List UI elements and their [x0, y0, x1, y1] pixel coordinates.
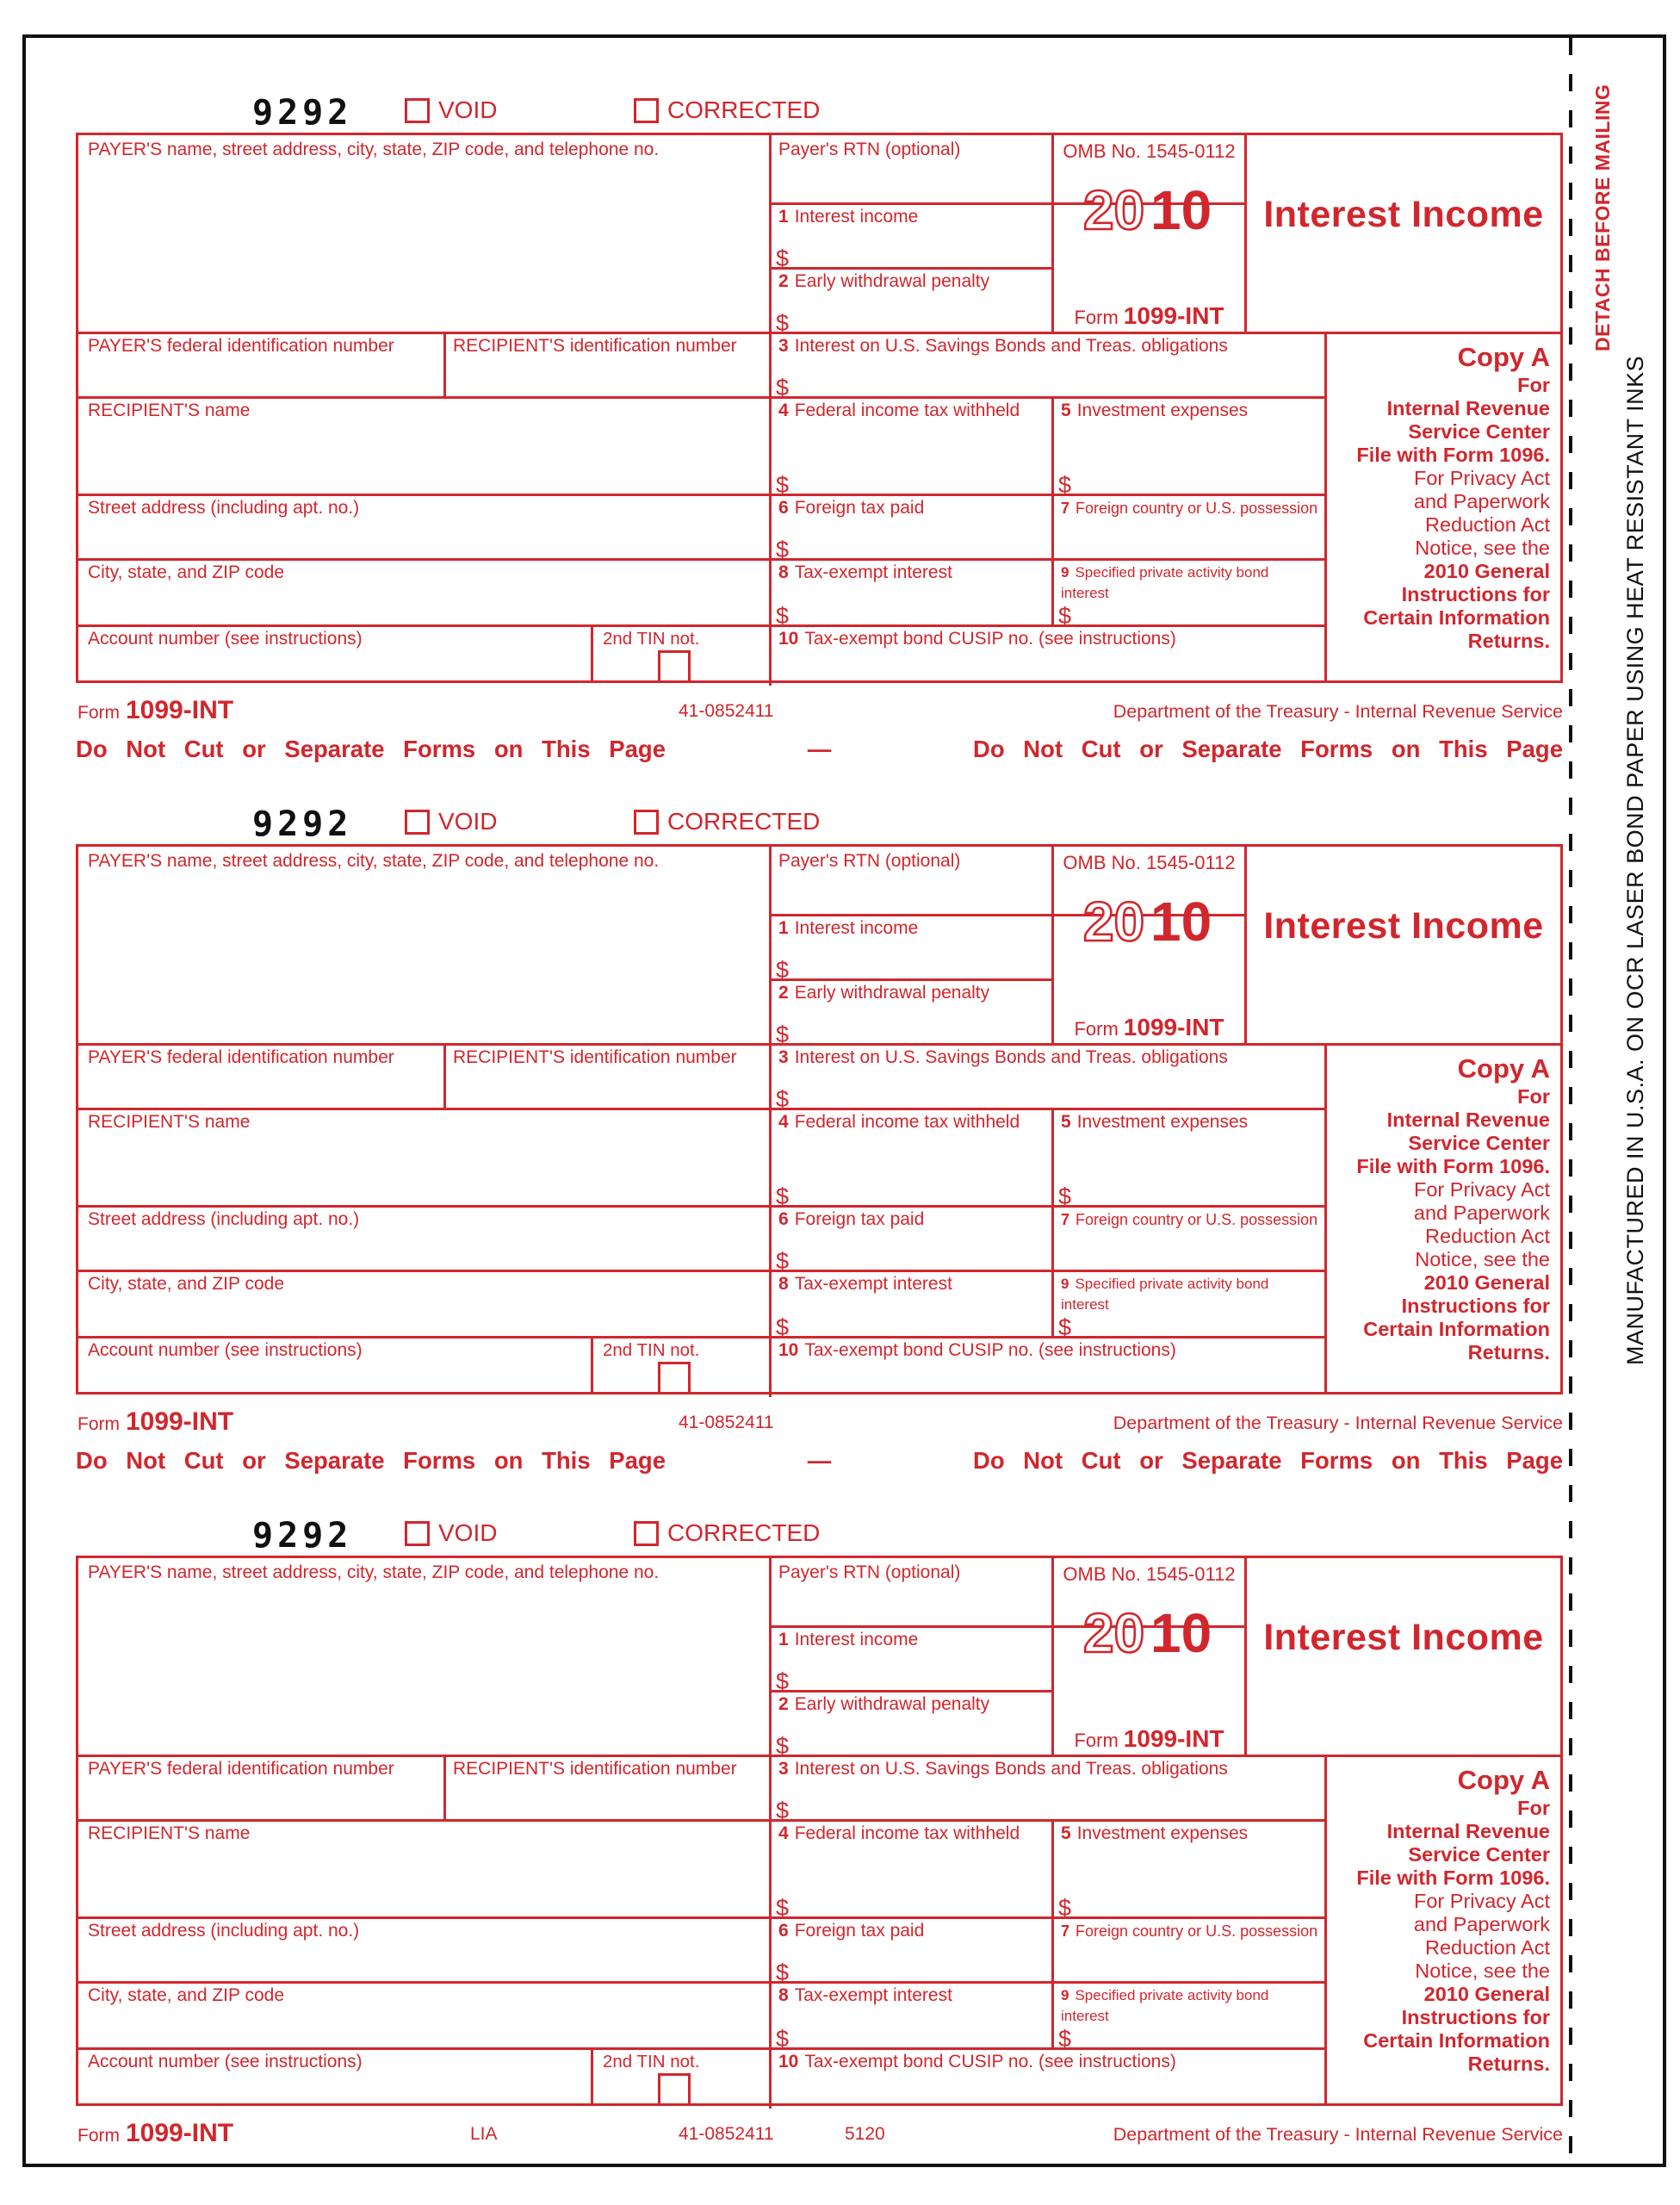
copy-a-line: 2010 General: [1423, 1271, 1550, 1294]
street-address-box[interactable]: [78, 1916, 769, 1981]
payer-rtn-box[interactable]: [769, 1558, 1051, 1625]
payer-rtn-label: Payer's RTN (optional): [778, 1562, 961, 1582]
box-5-number: 5: [1061, 401, 1071, 420]
box-7-label: Foreign country or U.S. possession: [1076, 500, 1318, 517]
second-tin-checkbox[interactable]: [658, 1362, 691, 1394]
copy-a-line: File with Form 1096.: [1356, 1866, 1550, 1889]
copy-a-line: Certain Information: [1363, 2029, 1550, 2052]
box-2-label: Early withdrawal penalty: [794, 1694, 990, 1714]
corrected-checkbox[interactable]: [634, 810, 659, 835]
box-10-number: 10: [778, 2052, 799, 2071]
box-1-interest-income[interactable]: [769, 1625, 1051, 1694]
tax-year-solid: 10: [1150, 891, 1212, 953]
form-1099int-copy: [76, 93, 1563, 734]
copy-a-note: [1327, 1757, 1560, 2103]
box-1-number: 1: [778, 918, 789, 938]
dollar-sign: $: [1058, 2026, 1072, 2052]
box-5-number: 5: [1061, 1823, 1071, 1843]
box-4-number: 4: [778, 401, 789, 420]
box-8-number: 8: [778, 1274, 789, 1294]
city-state-zip-box[interactable]: [78, 1981, 769, 2047]
dollar-sign: $: [776, 603, 790, 629]
account-number-box[interactable]: [78, 1336, 591, 1392]
recipient-id-box[interactable]: [443, 1755, 769, 1819]
copy-a-note: [1327, 1046, 1560, 1392]
box-4-federal-tax-withheld[interactable]: [769, 396, 1051, 498]
copy-a-line: For: [1517, 1085, 1550, 1108]
box-10-number: 10: [778, 629, 799, 649]
box-7-number: 7: [1061, 1211, 1070, 1228]
void-checkbox-group: [405, 808, 497, 835]
second-tin-label: 2nd TIN not.: [603, 1340, 700, 1360]
copy-a-line: For Privacy Act: [1413, 1178, 1550, 1201]
second-tin-label: 2nd TIN not.: [603, 629, 700, 649]
detach-before-mailing-note: DETACH BEFORE MAILING: [1591, 84, 1614, 351]
box-2-number: 2: [778, 271, 789, 291]
form-footer: [76, 1407, 1563, 1438]
form-code-row: [76, 804, 1563, 844]
payer-name-box[interactable]: [78, 1558, 769, 1755]
omb-year-cell: [1054, 135, 1244, 332]
box-3-label: Interest on U.S. Savings Bonds and Treas. obligations: [794, 1759, 1228, 1779]
copy-a-line: Instructions for: [1401, 583, 1550, 606]
divider-text-right: Do Not Cut or Separate Forms on This Page: [973, 1447, 1563, 1474]
box-8-tax-exempt-interest[interactable]: [769, 1270, 1051, 1340]
box-2-early-withdrawal[interactable]: [769, 267, 1051, 336]
form-number: 1099-INT: [1123, 302, 1224, 329]
tax-year-outline: 20: [1082, 1602, 1144, 1664]
omb-number: OMB No. 1545-0112: [1063, 852, 1236, 873]
copy-a-line: Internal Revenue: [1386, 397, 1550, 419]
omb-year-cell: [1054, 1558, 1244, 1755]
dollar-sign: $: [776, 1895, 790, 1921]
copy-a-line: Notice, see the: [1415, 1248, 1550, 1270]
street-address-label: Street address (including apt. no.): [88, 498, 360, 518]
box-9-private-activity-bond[interactable]: [1051, 1981, 1324, 2052]
box-10-cusip[interactable]: [769, 2047, 1324, 2103]
footer-print-code: 5120: [845, 2124, 885, 2144]
box-3-number: 3: [778, 1759, 789, 1779]
footer-department-text: Department of the Treasury - Internal Revenue Service: [1113, 701, 1563, 722]
box-6-number: 6: [778, 498, 789, 518]
box-6-label: Foreign tax paid: [794, 1209, 925, 1229]
account-number-label: Account number (see instructions): [88, 2052, 363, 2071]
footer-department-text: Department of the Treasury - Internal Revenue Service: [1113, 1413, 1563, 1433]
box-5-investment-expenses[interactable]: [1051, 396, 1324, 498]
divider-dash: —: [807, 1447, 832, 1474]
form-title: Interest Income: [1263, 194, 1544, 235]
tax-year-solid: 10: [1150, 179, 1212, 241]
corrected-label: CORRECTED: [667, 96, 821, 123]
dollar-sign: $: [776, 1183, 790, 1209]
divider-text-left: Do Not Cut or Separate Forms on This Page: [76, 736, 666, 762]
second-tin-checkbox[interactable]: [658, 650, 691, 683]
recipient-id-box[interactable]: [443, 332, 769, 396]
do-not-cut-divider: [76, 1444, 1563, 1478]
dollar-sign: $: [776, 537, 790, 562]
ocr-form-code: 9292: [252, 93, 353, 133]
dollar-sign: $: [776, 957, 790, 983]
box-3-savings-bonds[interactable]: [769, 1043, 1324, 1112]
street-address-box[interactable]: [78, 1205, 769, 1270]
dollar-sign: $: [776, 1086, 790, 1112]
dollar-sign: $: [1058, 1895, 1072, 1921]
dollar-sign: $: [776, 1733, 790, 1759]
box-7-label: Foreign country or U.S. possession: [1076, 1211, 1318, 1228]
copy-a-line: Service Center: [1408, 420, 1550, 443]
payer-federal-id-box[interactable]: [78, 1755, 443, 1819]
tax-year: [1082, 1600, 1218, 1664]
void-checkbox-group: [405, 96, 497, 124]
copy-a-line: File with Form 1096.: [1356, 1155, 1550, 1177]
box-6-foreign-tax-paid[interactable]: [769, 1205, 1051, 1274]
second-tin-checkbox[interactable]: [658, 2073, 691, 2106]
recipient-id-box[interactable]: [443, 1043, 769, 1108]
copy-a-line: Certain Information: [1363, 1318, 1550, 1340]
street-address-label: Street address (including apt. no.): [88, 1209, 360, 1229]
box-10-label: Tax-exempt bond CUSIP no. (see instructions): [804, 629, 1176, 649]
omb-number: OMB No. 1545-0112: [1063, 1563, 1236, 1585]
dollar-sign: $: [776, 472, 790, 498]
form-grid: [76, 844, 1563, 1394]
box-3-label: Interest on U.S. Savings Bonds and Treas. obligations: [794, 336, 1228, 356]
form-word: Form: [1074, 1018, 1119, 1040]
copy-a-line: File with Form 1096.: [1356, 444, 1550, 466]
void-checkbox-group: [405, 1519, 497, 1547]
payer-rtn-label: Payer's RTN (optional): [778, 851, 961, 871]
box-1-interest-income[interactable]: [769, 914, 1051, 983]
footer-form-word: Form: [77, 1414, 120, 1434]
ocr-form-code: 9292: [252, 1516, 353, 1556]
city-state-zip-box[interactable]: [78, 1270, 769, 1336]
void-label: VOID: [438, 1519, 498, 1546]
box-8-number: 8: [778, 562, 789, 582]
box-9-number: 9: [1061, 1987, 1069, 2003]
box-9-number: 9: [1061, 1276, 1069, 1292]
perforation-line: [1569, 38, 1572, 2164]
copy-a-line: Instructions for: [1401, 1295, 1550, 1317]
box-1-number: 1: [778, 207, 789, 227]
dollar-sign: $: [1058, 472, 1072, 498]
box-6-label: Foreign tax paid: [794, 498, 925, 518]
box-4-federal-tax-withheld[interactable]: [769, 1108, 1051, 1209]
footer-catalog-number: 41-0852411: [679, 2124, 774, 2144]
recipient-id-label: RECIPIENT'S identification number: [453, 1759, 737, 1779]
dollar-sign: $: [776, 2026, 790, 2052]
dollar-sign: $: [776, 375, 790, 401]
corrected-label: CORRECTED: [667, 1519, 821, 1546]
box-5-investment-expenses[interactable]: [1051, 1108, 1324, 1209]
copy-a-line: 2010 General: [1423, 1983, 1550, 2005]
account-number-box[interactable]: [78, 2047, 591, 2103]
box-8-number: 8: [778, 1985, 789, 2005]
form-word: Form: [1074, 1730, 1119, 1751]
form-number: 1099-INT: [1123, 1725, 1224, 1752]
void-checkbox[interactable]: [405, 98, 430, 123]
omb-number: OMB No. 1545-0112: [1063, 140, 1236, 162]
payer-federal-id-label: PAYER'S federal identification number: [88, 1759, 394, 1779]
box-5-label: Investment expenses: [1076, 1823, 1249, 1843]
copy-a-line: and Paperwork: [1413, 490, 1550, 512]
box-4-federal-tax-withheld[interactable]: [769, 1819, 1051, 1921]
city-state-zip-box[interactable]: [78, 558, 769, 624]
corrected-checkbox[interactable]: [634, 98, 659, 123]
corrected-checkbox-group: [634, 1519, 820, 1547]
tax-year: [1082, 889, 1218, 953]
recipient-id-label: RECIPIENT'S identification number: [453, 336, 737, 356]
payer-name-label: PAYER'S name, street address, city, state, ZIP code, and telephone no.: [88, 851, 660, 871]
payer-name-box[interactable]: [78, 135, 769, 332]
copy-a-line: For: [1517, 374, 1550, 396]
box-8-tax-exempt-interest[interactable]: [769, 1981, 1051, 2052]
copy-a-line: Reduction Act: [1424, 1225, 1550, 1247]
box-2-label: Early withdrawal penalty: [794, 983, 990, 1003]
box-4-label: Federal income tax withheld: [794, 1823, 1020, 1843]
copy-a-line: and Paperwork: [1413, 1202, 1550, 1224]
box-9-number: 9: [1061, 564, 1069, 581]
recipient-id-label: RECIPIENT'S identification number: [453, 1047, 737, 1067]
box-4-label: Federal income tax withheld: [794, 401, 1020, 420]
footer-catalog-number: 41-0852411: [679, 1413, 774, 1432]
form-grid: [76, 133, 1563, 683]
recipient-name-box[interactable]: [78, 1108, 769, 1205]
dollar-sign: $: [776, 1022, 790, 1047]
box-10-cusip[interactable]: [769, 624, 1324, 680]
form-word: Form: [1074, 307, 1119, 328]
box-4-number: 4: [778, 1823, 789, 1843]
copy-a-line: Service Center: [1408, 1132, 1550, 1154]
footer-form-number: 1099-INT: [126, 696, 234, 724]
box-1-label: Interest income: [794, 1630, 919, 1649]
box-5-number: 5: [1061, 1112, 1071, 1132]
dollar-sign: $: [776, 1960, 790, 1985]
copy-a-line: Returns.: [1467, 630, 1550, 652]
street-address-label: Street address (including apt. no.): [88, 1921, 360, 1941]
copy-a-line: Service Center: [1408, 1843, 1550, 1866]
box-3-label: Interest on U.S. Savings Bonds and Treas. obligations: [794, 1047, 1228, 1067]
box-9-private-activity-bond[interactable]: [1051, 1270, 1324, 1340]
form-title: Interest Income: [1263, 905, 1544, 947]
box-6-foreign-tax-paid[interactable]: [769, 1916, 1051, 1985]
corrected-label: CORRECTED: [667, 808, 821, 835]
recipient-name-box[interactable]: [78, 396, 769, 494]
account-number-label: Account number (see instructions): [88, 629, 363, 649]
void-checkbox[interactable]: [405, 810, 430, 835]
form-footer: [76, 696, 1563, 727]
payer-federal-id-label: PAYER'S federal identification number: [88, 336, 394, 356]
dollar-sign: $: [1058, 1183, 1072, 1209]
tax-year-solid: 10: [1150, 1602, 1212, 1664]
box-3-number: 3: [778, 336, 789, 356]
second-tin-label: 2nd TIN not.: [603, 2052, 700, 2071]
box-7-number: 7: [1061, 500, 1070, 517]
form-footer: [76, 2119, 1563, 2150]
void-label: VOID: [438, 808, 498, 835]
box-5-investment-expenses[interactable]: [1051, 1819, 1324, 1921]
form-code-row: [76, 1516, 1563, 1556]
footer-department-text: Department of the Treasury - Internal Revenue Service: [1113, 2124, 1563, 2145]
box-4-label: Federal income tax withheld: [794, 1112, 1020, 1132]
box-8-tax-exempt-interest[interactable]: [769, 558, 1051, 629]
account-number-label: Account number (see instructions): [88, 1340, 363, 1360]
box-1-label: Interest income: [794, 918, 919, 938]
payer-rtn-label: Payer's RTN (optional): [778, 140, 961, 159]
payer-name-label: PAYER'S name, street address, city, state, ZIP code, and telephone no.: [88, 140, 660, 159]
copy-a-title: Copy A: [1457, 342, 1550, 372]
box-9-label: Specified private activity bond interest: [1061, 1987, 1269, 2024]
box-5-label: Investment expenses: [1076, 1112, 1249, 1132]
box-9-label: Specified private activity bond interest: [1061, 564, 1269, 601]
form-number: 1099-INT: [1123, 1014, 1224, 1040]
box-6-foreign-tax-paid[interactable]: [769, 494, 1051, 562]
dollar-sign: $: [776, 1314, 790, 1340]
copy-a-line: Reduction Act: [1424, 1936, 1550, 1959]
dollar-sign: $: [776, 310, 790, 336]
recipient-name-label: RECIPIENT'S name: [88, 1112, 251, 1132]
divider-text-right: Do Not Cut or Separate Forms on This Page: [973, 736, 1563, 762]
copy-a-line: For Privacy Act: [1413, 1890, 1550, 1912]
copy-a-title: Copy A: [1457, 1765, 1550, 1795]
box-3-savings-bonds[interactable]: [769, 1755, 1324, 1823]
corrected-checkbox[interactable]: [634, 1521, 659, 1546]
tax-year-outline: 20: [1082, 891, 1144, 953]
payer-federal-id-box[interactable]: [78, 332, 443, 396]
omb-year-cell: [1054, 847, 1244, 1043]
box-2-early-withdrawal[interactable]: [769, 1690, 1051, 1759]
account-number-box[interactable]: [78, 624, 591, 680]
box-5-label: Investment expenses: [1076, 401, 1249, 420]
tax-year: [1082, 177, 1218, 241]
box-1-number: 1: [778, 1630, 789, 1649]
box-3-number: 3: [778, 1047, 789, 1067]
copy-a-line: Certain Information: [1363, 606, 1550, 629]
second-tin-cell: [591, 2047, 769, 2103]
second-tin-cell: [591, 624, 769, 680]
recipient-name-box[interactable]: [78, 1819, 769, 1916]
corrected-checkbox-group: [634, 96, 820, 124]
dollar-sign: $: [776, 1668, 790, 1694]
copy-a-line: 2010 General: [1423, 560, 1550, 582]
form-code-row: [76, 93, 1563, 133]
box-2-early-withdrawal[interactable]: [769, 978, 1051, 1047]
box-8-label: Tax-exempt interest: [794, 1274, 952, 1294]
form-1099int-copy: [76, 1516, 1563, 2157]
city-state-zip-label: City, state, and ZIP code: [88, 1274, 285, 1294]
box-3-savings-bonds[interactable]: [769, 332, 1324, 401]
payer-rtn-box[interactable]: [769, 135, 1051, 202]
second-tin-cell: [591, 1336, 769, 1392]
box-2-label: Early withdrawal penalty: [794, 271, 990, 291]
void-label: VOID: [438, 96, 498, 123]
box-1-label: Interest income: [794, 207, 919, 227]
box-9-label: Specified private activity bond interest: [1061, 1276, 1269, 1313]
box-10-number: 10: [778, 1340, 799, 1360]
copy-a-line: Reduction Act: [1424, 513, 1550, 536]
corrected-checkbox-group: [634, 808, 820, 835]
divider-text-left: Do Not Cut or Separate Forms on This Page: [76, 1447, 666, 1474]
manufactured-note: MANUFACTURED IN U.S.A. ON OCR LASER BOND PAPER USING HEAT RESISTANT INKS: [1622, 355, 1648, 1365]
footer-form-number: 1099-INT: [126, 1407, 234, 1436]
form-grid: [76, 1556, 1563, 2106]
copy-a-line: Notice, see the: [1415, 537, 1550, 559]
copy-a-line: For Privacy Act: [1413, 467, 1550, 489]
ocr-form-code: 9292: [252, 804, 353, 844]
footer-lia-code: LIA: [470, 2124, 498, 2144]
box-2-number: 2: [778, 983, 789, 1003]
copy-a-line: Returns.: [1467, 1341, 1550, 1363]
form-1099int-copy: [76, 804, 1563, 1445]
box-8-label: Tax-exempt interest: [794, 562, 952, 582]
footer-catalog-number: 41-0852411: [679, 701, 774, 721]
form-title: Interest Income: [1263, 1617, 1544, 1658]
box-6-number: 6: [778, 1921, 789, 1941]
payer-rtn-box[interactable]: [769, 847, 1051, 914]
box-10-label: Tax-exempt bond CUSIP no. (see instructions): [804, 2052, 1176, 2071]
street-address-box[interactable]: [78, 494, 769, 558]
copy-a-line: Returns.: [1467, 2053, 1550, 2075]
payer-federal-id-label: PAYER'S federal identification number: [88, 1047, 394, 1067]
recipient-name-label: RECIPIENT'S name: [88, 401, 251, 420]
tax-year-outline: 20: [1082, 179, 1144, 241]
copy-a-note: [1327, 334, 1560, 680]
box-6-label: Foreign tax paid: [794, 1921, 925, 1941]
box-1-interest-income[interactable]: [769, 202, 1051, 271]
do-not-cut-divider: [76, 732, 1563, 767]
city-state-zip-label: City, state, and ZIP code: [88, 1985, 285, 2005]
recipient-name-label: RECIPIENT'S name: [88, 1823, 251, 1843]
box-7-foreign-country[interactable]: [1051, 1205, 1324, 1270]
box-6-number: 6: [778, 1209, 789, 1229]
copy-a-line: Notice, see the: [1415, 1960, 1550, 1982]
dollar-sign: $: [1058, 603, 1072, 629]
box-10-cusip[interactable]: [769, 1336, 1324, 1392]
box-4-number: 4: [778, 1112, 789, 1132]
dollar-sign: $: [1058, 1314, 1072, 1340]
copy-a-line: Instructions for: [1401, 2006, 1550, 2028]
copy-a-title: Copy A: [1457, 1053, 1550, 1084]
copy-a-line: Internal Revenue: [1386, 1109, 1550, 1131]
box-2-number: 2: [778, 1694, 789, 1714]
box-7-foreign-country[interactable]: [1051, 494, 1324, 558]
box-9-private-activity-bond[interactable]: [1051, 558, 1324, 629]
void-checkbox[interactable]: [405, 1521, 430, 1546]
divider-dash: —: [807, 736, 832, 762]
dollar-sign: $: [776, 1798, 790, 1823]
dollar-sign: $: [776, 1248, 790, 1274]
footer-form-word: Form: [77, 2126, 120, 2146]
city-state-zip-label: City, state, and ZIP code: [88, 562, 285, 582]
footer-form-word: Form: [77, 703, 120, 723]
payer-federal-id-box[interactable]: [78, 1043, 443, 1108]
box-8-label: Tax-exempt interest: [794, 1985, 952, 2005]
footer-form-number: 1099-INT: [126, 2119, 234, 2147]
box-7-label: Foreign country or U.S. possession: [1076, 1922, 1318, 1940]
copy-a-line: and Paperwork: [1413, 1913, 1550, 1935]
copy-a-line: Internal Revenue: [1386, 1820, 1550, 1842]
copy-a-line: For: [1517, 1797, 1550, 1819]
box-7-foreign-country[interactable]: [1051, 1916, 1324, 1981]
box-7-number: 7: [1061, 1922, 1070, 1940]
box-10-label: Tax-exempt bond CUSIP no. (see instructions): [804, 1340, 1176, 1360]
payer-name-label: PAYER'S name, street address, city, state, ZIP code, and telephone no.: [88, 1562, 660, 1582]
dollar-sign: $: [776, 245, 790, 271]
payer-name-box[interactable]: [78, 847, 769, 1043]
